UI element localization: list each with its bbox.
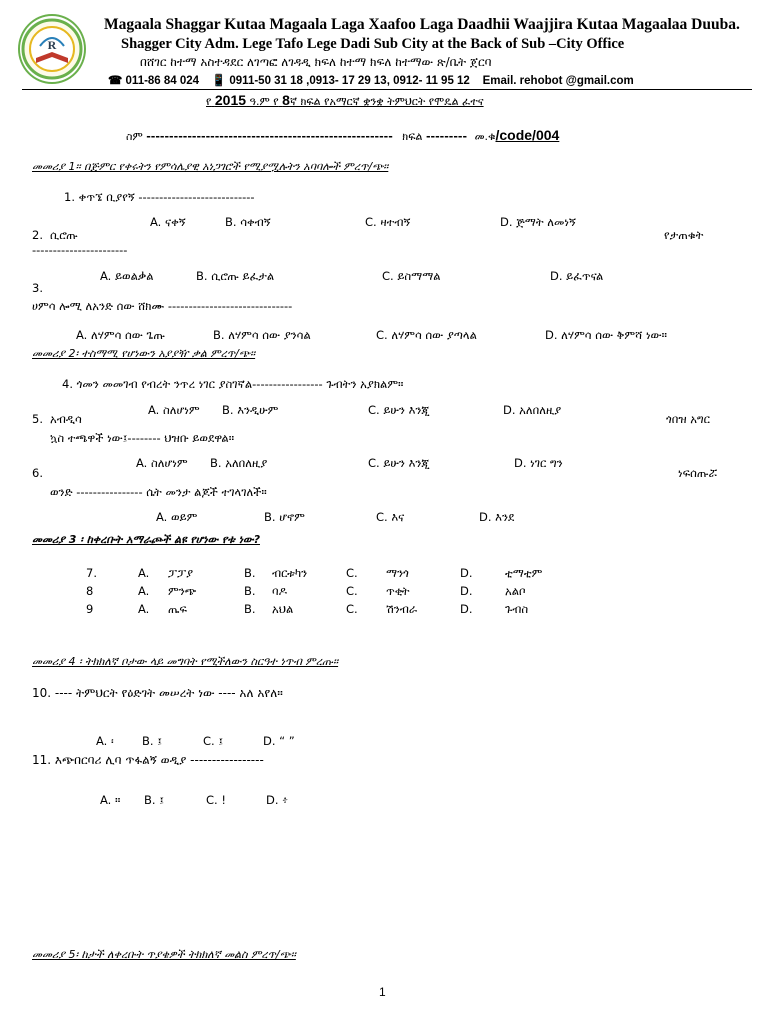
name-class-code-line <box>126 127 559 144</box>
q1-option-a[interactable]: A. ናቀኝ <box>150 215 186 229</box>
phone-icon: ☎ <box>108 75 123 87</box>
q10-option-b[interactable]: B. ፤ <box>142 734 162 748</box>
question-2-blank: ----------------------- <box>32 243 128 257</box>
email-text: Email. rehobot @gmail.com <box>482 75 634 87</box>
class-label: ክፍል <box>402 130 423 143</box>
class-blank: --------- <box>425 130 468 143</box>
q10-option-d[interactable]: D. “ ” <box>263 734 295 748</box>
q1-option-d[interactable]: D. ጅማት ለመነኝ <box>500 215 576 229</box>
q7-c: C. <box>346 566 358 580</box>
q6-option-c[interactable]: C. እና <box>376 510 405 524</box>
q8-dv[interactable]: አልቦ <box>505 584 526 598</box>
q4-option-d[interactable]: D. አለበለዚያ <box>503 403 562 417</box>
q8-a: A. <box>138 584 150 598</box>
q6-option-b[interactable]: B. ሆኖም <box>264 510 305 524</box>
exam-code: /code/004 <box>495 127 560 143</box>
logo-emblem-icon <box>20 16 84 82</box>
question-10: 10. ---- ትምህርት የዕድገት መሠረት ነው ---- አለ አየለ። <box>32 686 283 700</box>
question-5-continuation: ኳስ ተጫዋች ነው፤-------- ህዝቡ ይወደዋል። <box>50 431 235 445</box>
q7-a: A. <box>138 566 150 580</box>
question-1: 1. ቀጥኜ ቢያየኝ ---------------------------- <box>64 190 255 204</box>
q9-c: C. <box>346 602 358 616</box>
q2-option-a[interactable]: A. ይወልቃል <box>100 269 154 283</box>
q5-option-a[interactable]: A. ስለሆነም <box>136 456 188 470</box>
q9-b: B. <box>244 602 256 616</box>
q2-option-d[interactable]: D. ይፈጥናል <box>550 269 604 283</box>
q4-option-a[interactable]: A. ስለሆነም <box>148 403 200 417</box>
q7-dv[interactable]: ቲማቲም <box>505 566 543 580</box>
q3-option-a[interactable]: A. ለሃምሳ ሰው ጌጡ <box>76 328 165 342</box>
q11-option-c[interactable]: C. ! <box>206 793 226 807</box>
question-11: 11. እጭበርባሪ ሊባ ጥፋልኝ ወዲያ ----------------- <box>32 753 264 767</box>
question-6-number: 6. <box>32 466 43 480</box>
section-4-instruction: መመሪያ 4 ፡ ትክክለኛ ቦታው ላይ መግባት የሚችለውን ስርዓተ ነጥብ ምረጡ። <box>32 655 339 668</box>
q9-a: A. <box>138 602 150 616</box>
question-2-right-text: የታጠቁት <box>664 228 704 242</box>
question-5-number: 5. <box>32 412 43 426</box>
code-label: መ.ቁ <box>474 130 496 143</box>
q9-d: D. <box>460 602 473 616</box>
q5-option-b[interactable]: B. አለበለዚያ <box>210 456 268 470</box>
q3-option-b[interactable]: B. ለሃምሳ ሰው ያንሳል <box>213 328 311 342</box>
q10-option-a[interactable]: A. ፡ <box>96 734 114 748</box>
q7-d: D. <box>460 566 473 580</box>
name-label: ስም <box>126 130 143 143</box>
header-line-amharic: በሸገር ከተማ አስተዳደር ለገጣፎ ለገዳዲ ክፍለ ከተማ ክፍለ ከተማው ጽ/ቤት ጀርባ <box>140 55 492 69</box>
question-6-right-text: ነፍሰጡሯ <box>678 466 718 480</box>
q1-option-b[interactable]: B. ሳቀብኝ <box>225 215 271 229</box>
question-3-number: 3. <box>32 281 43 295</box>
q3-option-c[interactable]: C. ለሃምሳ ሰው ያጣላል <box>376 328 477 342</box>
q8-bv[interactable]: ባዶ <box>272 584 287 598</box>
question-6-continuation: ወንድ ---------------- ሴት መንታ ልጆች ተገላገለች። <box>50 485 267 499</box>
exam-title: የ 2015 ዓ.ም የ 8ኛ ክፍል የአማርኛ ቋንቋ ትምህርት የሞዴል ፈተና <box>206 92 484 108</box>
header-line-english: Shagger City Adm. Lege Tafo Lege Dadi Sub City at the Back of Sub –City Office <box>121 36 625 52</box>
q4-option-c[interactable]: C. ይሁን እንጂ <box>368 403 430 417</box>
q7-cv[interactable]: ማንጎ <box>386 566 409 580</box>
q4-option-b[interactable]: B. እንዲሁም <box>222 403 279 417</box>
section-1-instruction: መመሪያ 1፡፡ በጅምር የቀሩትን የምሳሌያዊ አነጋገሮች የሚያሟሉትን አባባሎች ምረጥ/ጭ። <box>32 160 389 173</box>
q8-d: D. <box>460 584 473 598</box>
header-line-oromo: Magaala Shaggar Kutaa Magaala Laga Xaafoo Laga Daadhii Waajjira Kutaa Magaalaa Duuba. <box>104 16 740 33</box>
header-divider <box>22 89 752 90</box>
question-3-text: ሀምሳ ሎሚ ለአንድ ሰው ሸክሙ ------------------------------ <box>32 299 293 313</box>
question-2-number: 2. <box>32 228 43 242</box>
q7-bv[interactable]: ብርቱካን <box>272 566 308 580</box>
q8-num: 8 <box>86 584 94 598</box>
svg-text:R: R <box>47 38 57 52</box>
phone-mobiles: 0911-50 31 18 ,0913- 17 29 13, 0912- 11 95 12 <box>229 75 470 87</box>
school-logo <box>18 14 86 84</box>
page-number: 1 <box>379 985 386 999</box>
q7-b: B. <box>244 566 256 580</box>
name-blank: ------------------------------------------------------ <box>146 130 393 143</box>
q9-cv[interactable]: ሽንብራ <box>386 602 418 616</box>
q6-option-a[interactable]: A. ወይም <box>156 510 198 524</box>
q11-option-a[interactable]: A. ። <box>100 793 121 807</box>
mobile-phone-icon: 📱 <box>211 75 227 87</box>
q1-option-c[interactable]: C. ዛተብኝ <box>365 215 411 229</box>
q11-option-d[interactable]: D. ፥ <box>266 793 289 807</box>
q10-option-c[interactable]: C. ፤ <box>203 734 224 748</box>
q8-b: B. <box>244 584 256 598</box>
q9-av[interactable]: ጤፍ <box>168 602 187 616</box>
question-4: 4. ጎመን መመገብ የብረት ንጥረ ነገር ያስገኛል----------------- ጉብትን አያክልም። <box>62 377 404 391</box>
q5-option-c[interactable]: C. ይሁን እንጂ <box>368 456 430 470</box>
question-2-text: ሲሮጡ <box>50 228 78 242</box>
q9-bv[interactable]: አህል <box>272 602 294 616</box>
q9-dv[interactable]: ጉብስ <box>505 602 529 616</box>
q7-num: 7. <box>86 566 97 580</box>
q3-option-d[interactable]: D. ለሃምሳ ሰው ቅምሻ ነው። <box>545 328 667 342</box>
q11-option-b[interactable]: B. ፤ <box>144 793 164 807</box>
q8-cv[interactable]: ጥቂት <box>386 584 410 598</box>
q9-num: 9 <box>86 602 94 616</box>
q7-av[interactable]: ፓፓያ <box>168 566 194 580</box>
section-5-instruction: መመሪያ 5፡ ከታች ለቀረቡት ጥያቄዎች ትክክለኛ መልስ ምረጥ/ጭ። <box>32 948 296 961</box>
phone-office: 011-86 84 024 <box>125 75 200 87</box>
section-3-instruction: መመሪያ 3 ፡ ከቀረቡት አማራጮች ልዩ የሆነው የቱ ነው? <box>32 533 260 546</box>
q6-option-d[interactable]: D. እንደ <box>479 510 515 524</box>
q8-c: C. <box>346 584 358 598</box>
question-5-text: አብዲሳ <box>50 412 82 426</box>
q8-av[interactable]: ምንጭ <box>168 584 197 598</box>
q2-option-b[interactable]: B. ሲሮጡ ይፈታል <box>196 269 275 283</box>
q2-option-c[interactable]: C. ይስማማል <box>382 269 441 283</box>
header-contact-line <box>108 73 634 87</box>
section-2-instruction: መመሪያ 2፡ ተስማሚ የሆነውን አያያዥ ቃል ምረጥ/ጭ። <box>32 347 256 360</box>
q5-option-d[interactable]: D. ነገር ግን <box>514 456 563 470</box>
question-5-right-text: ጎበዝ አግር <box>666 412 710 426</box>
